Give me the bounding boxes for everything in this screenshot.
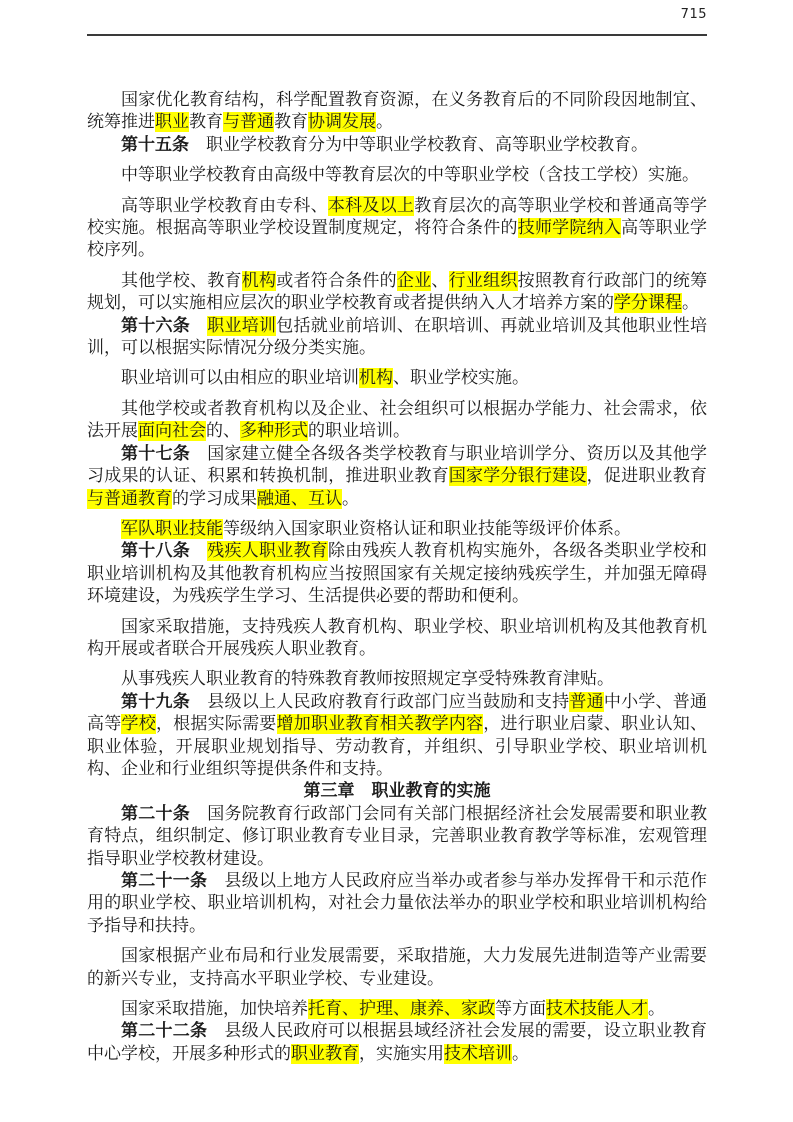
paragraph [87, 443, 707, 510]
text-run: 职业培训可以由相应的职业培训 [121, 368, 359, 389]
highlighted-text: 技术培训 [444, 1043, 512, 1064]
highlighted-text: 融通、互认 [257, 488, 342, 509]
paragraph [87, 164, 707, 186]
highlighted-text: 职业培训 [207, 315, 277, 336]
highlighted-text: 企业 [396, 270, 432, 291]
highlighted-text: 技师学院纳入 [517, 218, 622, 239]
paragraph [87, 668, 707, 690]
text-run: 。 [376, 112, 393, 133]
page-number: 715 [680, 7, 707, 22]
paragraph [87, 540, 707, 607]
text-run: 教育 [189, 112, 223, 133]
text-run: 中小学、普通高等 [87, 691, 708, 735]
highlighted-text: 学校 [121, 714, 156, 735]
text-run: ，实施实用 [359, 1043, 444, 1064]
paragraph [87, 1020, 707, 1065]
document-body [87, 89, 707, 1065]
text-run: 教育层次的高等职业学校和普通高等学校实施。根据高等职业学校设置制度规定，将符合条件的 [87, 195, 708, 239]
highlighted-text: 与普通 [223, 112, 274, 133]
paragraph [87, 315, 707, 360]
text-run: 其他学校或者教育机构以及企业、社会组织可以根据办学能力、社会需求，依法开展 [87, 398, 707, 442]
highlighted-text: 托育、护理、康养、家政 [308, 999, 495, 1020]
text-run: 县级以上人民政府教育行政部门应当鼓励和支持 [189, 691, 570, 712]
text-run: 的职业培训。 [308, 421, 410, 442]
text-run: 第十六条 [121, 315, 190, 336]
text-run: 国家采取措施，加快培养 [121, 999, 308, 1020]
chapter-heading [87, 780, 707, 802]
highlighted-text: 行业组织 [448, 270, 518, 291]
text-run: 按照教育行政部门的统筹规划，可以实施相应层次的职业学校教育或者提供纳入人才培养方案的 [87, 270, 708, 314]
highlighted-text: 机构 [241, 270, 277, 291]
paragraph [87, 270, 707, 315]
divider-rule [87, 34, 707, 36]
highlighted-text: 技术技能人才 [546, 999, 648, 1020]
text-run: 第三章 职业教育的实施 [303, 781, 491, 802]
text-run: 第十八条 [121, 541, 190, 562]
highlighted-text: 职业教育 [291, 1043, 359, 1064]
paragraph [87, 195, 707, 262]
text-run: 第二十一条 [121, 871, 208, 891]
text-run: 。 [648, 999, 665, 1020]
highlighted-text: 军队职业技能 [121, 518, 223, 539]
text-run: 包括就业前培训、在职培训、再就业培训及其他职业性培训，可以根据实际情况分级分类实施。 [87, 315, 708, 359]
highlighted-text: 职业 [155, 112, 189, 133]
text-run: ，根据实际需要 [155, 714, 277, 735]
paragraph [87, 518, 707, 540]
text-run: 县级人民政府可以根据县域经济社会发展的需要，设立职业教育中心学校，开展多种形式的 [87, 1021, 708, 1064]
paragraph [87, 616, 707, 661]
text-run: 或者符合条件的 [276, 270, 397, 291]
text-run: 第十七条 [121, 443, 190, 464]
text-run: 除由残疾人教育机构实施外，各级各类职业学校和职业培训机构及其他教育机构应当按照国家有关规定接纳残疾学生，并加强无障碍环境建设，为残疾学生学习、生活提供必要的帮助和便利。 [87, 541, 708, 607]
page-header [87, 0, 707, 20]
text-run: 、 [431, 270, 449, 291]
text-run: 等级纳入国家职业资格认证和职业技能等级评价体系。 [223, 518, 631, 539]
text-run: 第二十条 [121, 803, 190, 824]
highlighted-text: 多种形式 [240, 421, 308, 442]
text-run: 中等职业学校教育由高级中等教育层次的中等职业学校（含技工学校）实施。 [121, 165, 699, 186]
highlighted-text: 残疾人职业教育 [207, 541, 328, 562]
text-run: 第十五条 [121, 134, 189, 155]
text-run: 职业学校教育分为中等职业学校教育、高等职业学校教育。 [189, 134, 648, 155]
paragraph [87, 945, 707, 990]
highlighted-text: 国家学分银行建设 [448, 466, 587, 487]
paragraph [87, 134, 707, 156]
text-run: 国务院教育行政部门会同有关部门根据经济社会发展需要和职业教育特点，组织制定、修订职业教育专业目录，完善职业教育教学等标准，宏观管理指导职业学校教材建设。 [87, 803, 708, 869]
text-run: 。 [512, 1043, 529, 1064]
text-run: 第十九条 [121, 691, 190, 712]
paragraph [87, 398, 707, 443]
paragraph [87, 367, 707, 389]
text-run: 高等职业学校教育由专科、 [121, 195, 328, 216]
text-run: 从事残疾人职业教育的特殊教育教师按照规定享受特殊教育津贴。 [121, 669, 614, 690]
text-run: 等方面 [495, 999, 546, 1020]
text-run: ，进行职业启蒙、职业认知、职业体验，开展职业规划指导、劳动教育，并组织、引导职业学校、职业培训机构、企业和行业组织等提供条件和支持。 [87, 714, 708, 779]
text-run: 县级以上地方人民政府应当举办或者参与举办发挥骨干和示范作用的职业学校、职业培训机构，对社会力量依法举办的职业学校和职业培训机构给予指导和扶持。 [87, 871, 708, 936]
text-run: 高等职业学校序列。 [87, 218, 708, 261]
highlighted-text: 协调发展 [308, 112, 376, 133]
text-run: 国家建立健全各级各类学校教育与职业培训学分、资历以及其他学习成果的认证、积累和转换机制，推进职业教育 [87, 443, 708, 487]
text-run: 国家根据产业布局和行业发展需要，采取措施，大力发展先进制造等产业需要的新兴专业，支持高水平职业学校、专业建设。 [87, 946, 707, 989]
text-run: 国家优化教育结构，科学配置教育资源，在义务教育后的不同阶段因地制宜、统筹推进 [87, 90, 707, 133]
text-run: 教育 [274, 112, 308, 133]
text-run: 其他学校、教育 [121, 270, 242, 291]
highlighted-text: 机构 [359, 368, 393, 389]
paragraph [87, 89, 707, 134]
text-run: 。 [342, 488, 359, 509]
paragraph [87, 803, 707, 870]
text-run: 国家采取措施，支持残疾人教育机构、职业学校、职业培训机构及其他教育机构开展或者联合开展残疾人职业教育。 [87, 616, 707, 659]
text-run: 的、 [206, 421, 240, 442]
text-run: 。 [682, 293, 699, 314]
text-run: 、职业学校实施。 [393, 368, 529, 389]
paragraph [87, 870, 707, 937]
text-run [190, 541, 207, 561]
highlighted-text: 与普通教育 [87, 488, 172, 509]
text-run [190, 316, 207, 336]
text-run: 的学习成果 [172, 488, 257, 509]
highlighted-text: 面向社会 [138, 421, 206, 442]
highlighted-text: 普通 [569, 691, 604, 712]
document-page [87, 0, 707, 1065]
text-run: ，促进职业教育 [586, 466, 708, 487]
highlighted-text: 本科及以上 [327, 195, 415, 216]
paragraph [87, 691, 707, 781]
highlighted-text: 学分课程 [614, 293, 682, 314]
highlighted-text: 增加职业教育相关教学内容 [276, 714, 484, 735]
text-run: 第二十二条 [121, 1021, 208, 1042]
paragraph [87, 998, 707, 1020]
